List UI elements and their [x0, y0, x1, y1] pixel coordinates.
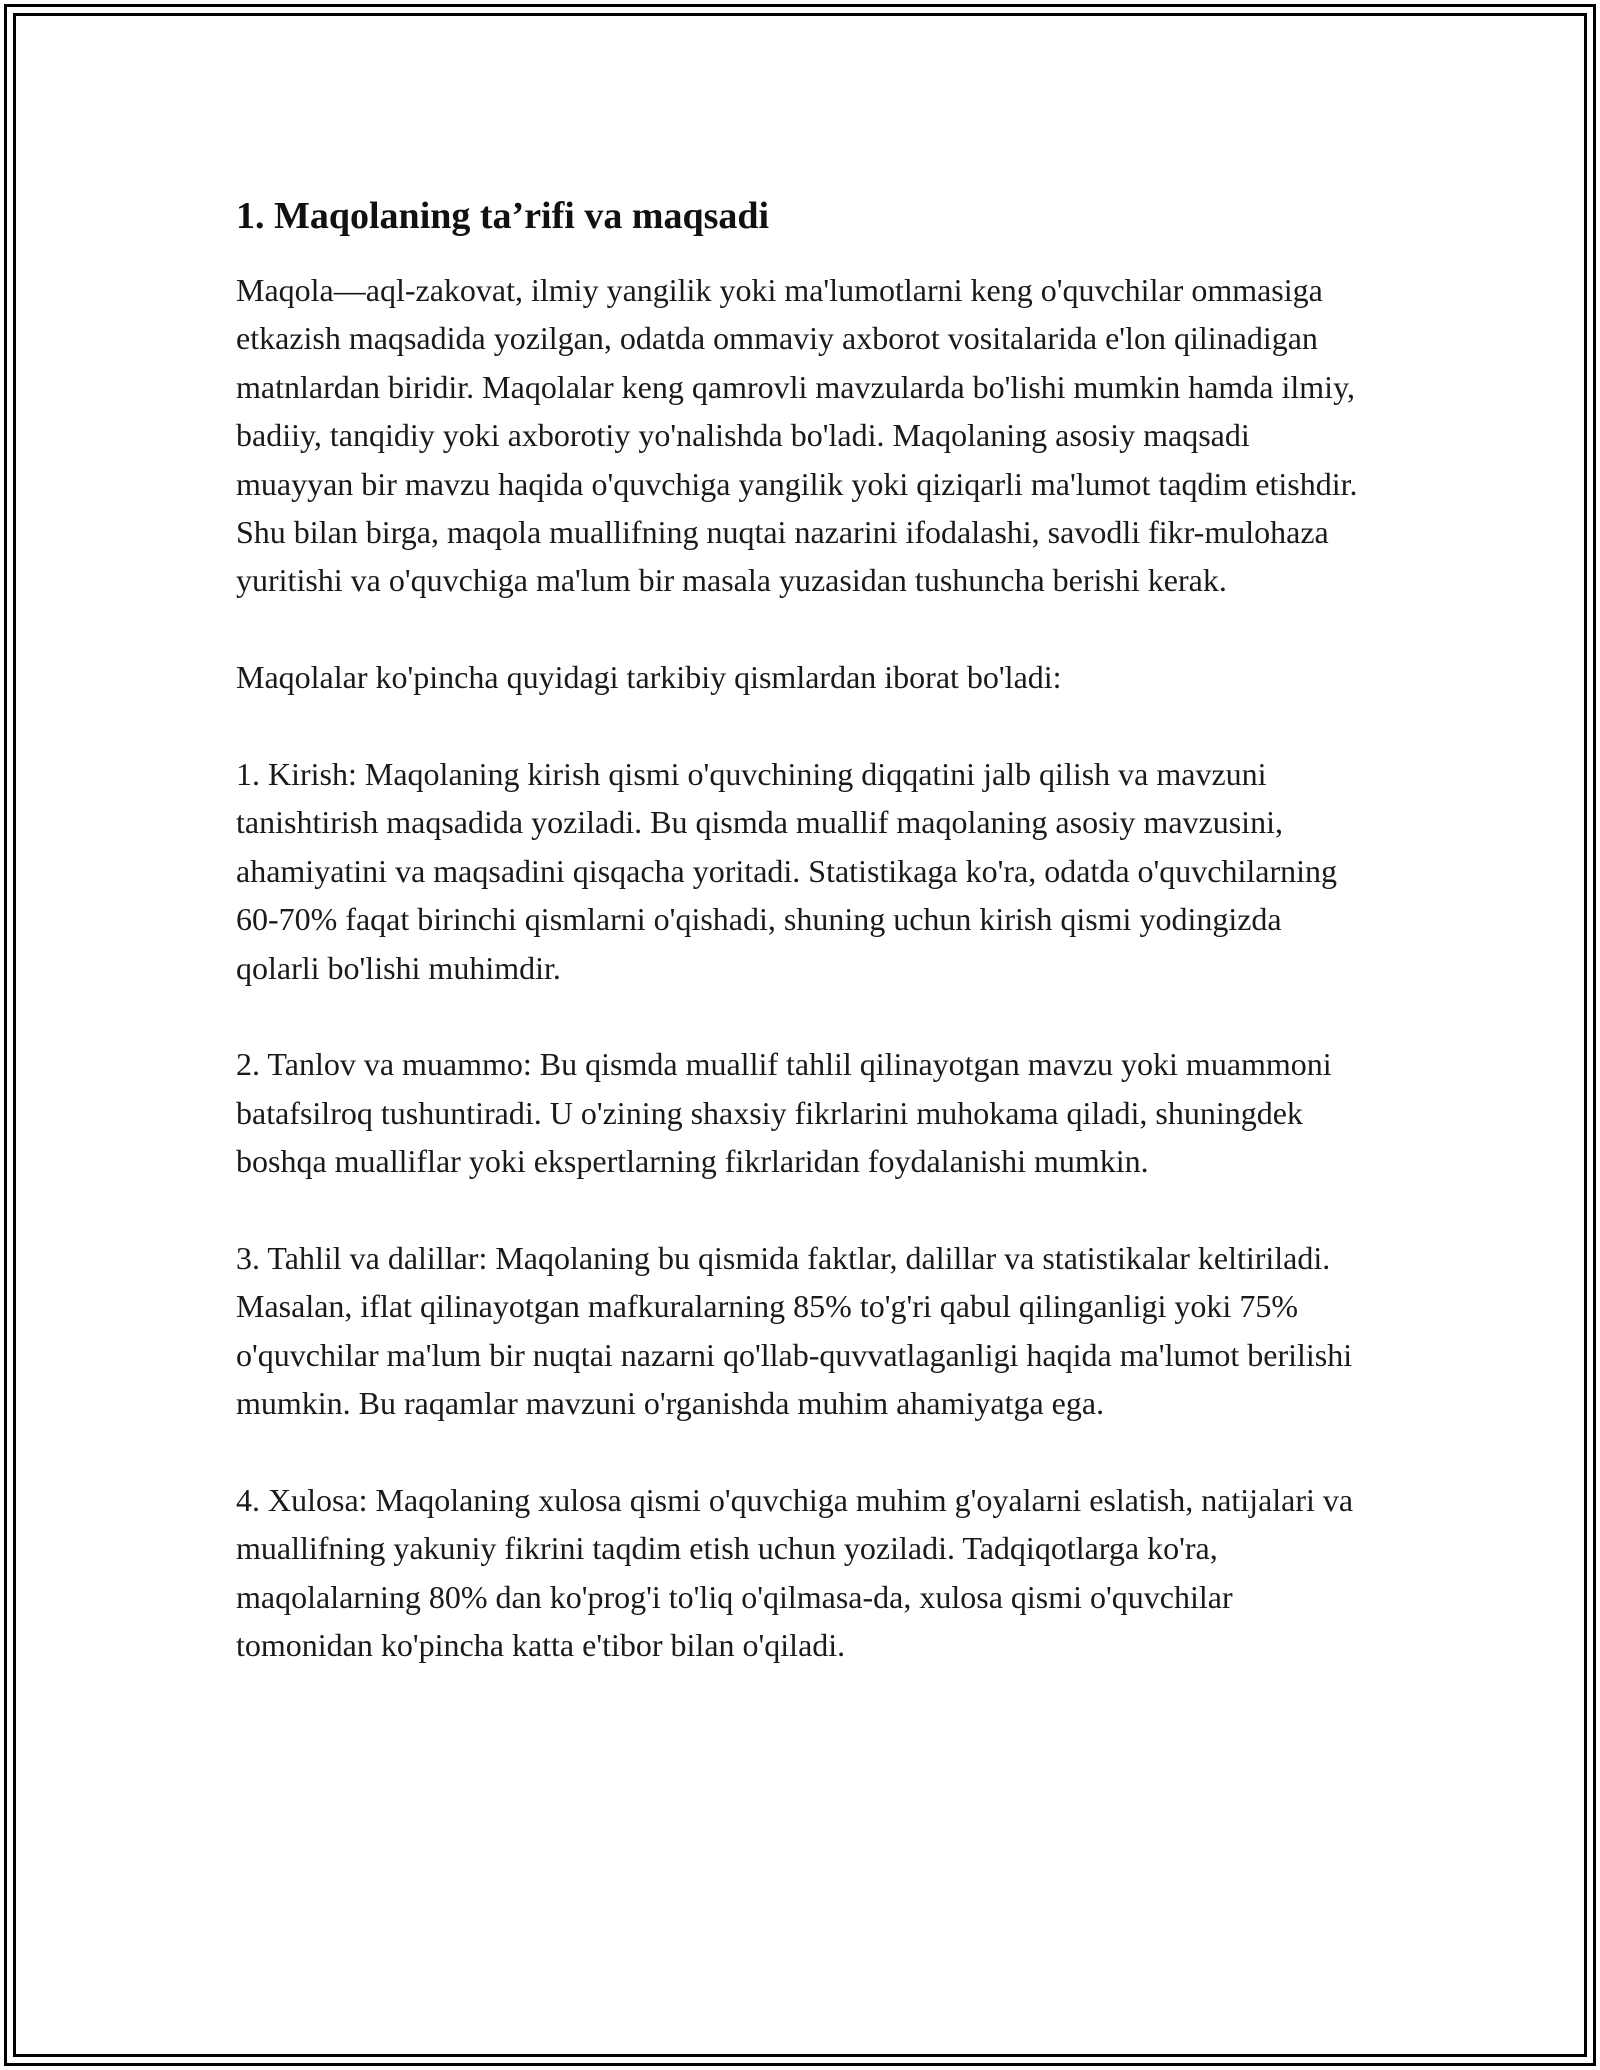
- paragraph-structure-intro: Maqolalar ko'pincha quyidagi tarkibiy qismlardan iborat bo'ladi:: [236, 659, 1062, 696]
- paragraph-problem: 2. Tanlov va muammo: Bu qismda muallif tahlil qilinayotgan mavzu yoki muammoni batafsilroq tushuntiradi. U o'zining shaxsiy fikrlarini muhokama qiladi, shuningdek boshqa mualliflar yoki ekspertlarning fikrlaridan foydalanishi mumkin.: [236, 1046, 1332, 1180]
- section-heading: 1. Maqolaning ta’rifi va maqsadi: [236, 195, 770, 237]
- document-body: [236, 188, 1366, 1718]
- paragraph-analysis: 3. Tahlil va dalillar: Maqolaning bu qismida faktlar, dalillar va statistikalar keltiriladi. Masalan, iflat qilinayotgan mafkuralarning 85% to'g'ri qabul qilinganligi yoki 75% o'quvchilar ma'lum bir nuqtai nazarni qo'llab-quvvatlaganligi haqida ma'lumot berilishi mumkin. Bu raqamlar mavzuni o'rganishda muhim ahamiyatga ega.: [236, 1240, 1353, 1422]
- paragraph-introduction: 1. Kirish: Maqolaning kirish qismi o'quvchining diqqatini jalb qilish va mavzuni tanishtirish maqsadida yoziladi. Bu qismda muallif maqolaning asosiy mavzusini, ahamiyatini va maqsadini qisqacha yoritadi. Statistikaga ko'ra, odatda o'quvchilarning 60-70% faqat birinchi qismlarni o'qishadi, shuning uchun kirish qismi yodingizda qolarli bo'lishi muhimdir.: [236, 756, 1338, 986]
- paragraph-definition: Maqola—aql-zakovat, ilmiy yangilik yoki ma'lumotlarni keng o'quvchilar ommasiga etkazish maqsadida yozilgan, odatda ommaviy axborot vositalarida e'lon qilinadigan matnlardan biridir. Maqolalar keng qamrovli mavzularda bo'lishi mumkin hamda ilmiy, badiiy, tanqidiy yoki axborotiy yo'nalishda bo'ladi. Maqolaning asosiy maqsadi muayyan bir mavzu haqida o'quvchiga yangilik yoki qiziqarli ma'lumot taqdim etishdir. Shu bilan birga, maqola muallifning nuqtai nazarini ifodalashi, savodli fikr-mulohaza yuritishi va o'quvchiga ma'lum bir masala yuzasidan tushuncha berishi kerak.: [236, 272, 1358, 599]
- paragraph-conclusion: 4. Xulosa: Maqolaning xulosa qismi o'quvchiga muhim g'oyalarni eslatish, natijalari va muallifning yakuniy fikrini taqdim etish uchun yoziladi. Tadqiqotlarga ko'ra, maqolalarning 80% dan ko'prog'i to'liq o'qilmasa-da, xulosa qismi o'quvchilar tomonidan ko'pincha katta e'tibor bilan o'qiladi.: [236, 1482, 1354, 1664]
